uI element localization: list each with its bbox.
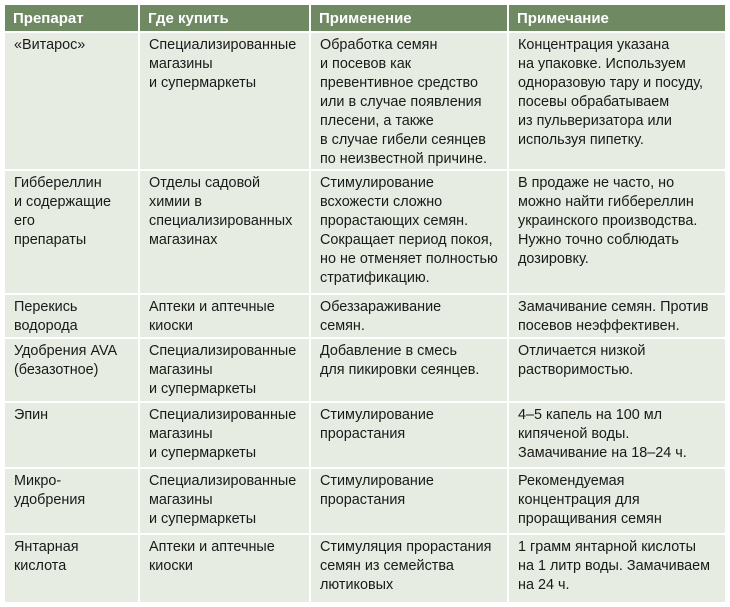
cell-where-to-buy: Отделы садовой химии в специализированных магазинах [139,170,310,294]
cell-usage: Обработка семян и посевов как превентивное средство или в случае появления плесени, а также в случае гибели сеянцев по неизвестной причине. [310,32,508,170]
table-row [5,294,725,338]
cell-preparation: Янтарная кислота [5,534,139,602]
cell-note: В продаже не часто, но можно найти гиббереллин украинского производства. Нужно точно соблюдать дозировку. [508,170,725,294]
header-usage: Применение [310,5,508,32]
cell-usage: Стимулирование всхожести сложно прорастающих семян. Сокращает период покоя, но не отменяет полностью стратификацию. [310,170,508,294]
cell-usage: Стимулирование прорастания [310,402,508,468]
cell-usage: Добавление в смесь для пикировки сеянцев. [310,338,508,402]
cell-preparation: «Витарос» [5,32,139,170]
cell-usage: Стимуляция прорастания семян из семейства лютиковых [310,534,508,602]
preparations-table-container [5,5,725,602]
table-row [5,32,725,170]
cell-where-to-buy: Аптеки и аптечные киоски [139,294,310,338]
cell-preparation: Эпин [5,402,139,468]
cell-note: Замачивание семян. Против посевов неэффективен. [508,294,725,338]
header-where-to-buy: Где купить [139,5,310,32]
table-row [5,468,725,534]
cell-note: 1 грамм янтарной кислоты на 1 литр воды. Замачиваем на 24 ч. [508,534,725,602]
table-body [5,32,725,602]
table-row [5,534,725,602]
table-row [5,170,725,294]
cell-usage: Обеззараживание семян. [310,294,508,338]
header-row [5,5,725,32]
header-note: Примечание [508,5,725,32]
table-row [5,402,725,468]
cell-preparation: Гиббереллин и содержащие его препараты [5,170,139,294]
cell-where-to-buy: Специализированные магазины и супермаркеты [139,32,310,170]
table-header [5,5,725,32]
cell-note: Отличается низкой растворимостью. [508,338,725,402]
cell-usage: Стимулирование прорастания [310,468,508,534]
header-preparation: Препарат [5,5,139,32]
cell-preparation: Перекись водорода [5,294,139,338]
cell-where-to-buy: Специализированные магазины и супермаркеты [139,402,310,468]
cell-where-to-buy: Специализированные магазины и супермаркеты [139,338,310,402]
cell-where-to-buy: Аптеки и аптечные киоски [139,534,310,602]
preparations-table [5,5,725,602]
cell-note: 4–5 капель на 100 мл кипяченой воды. Замачивание на 18–24 ч. [508,402,725,468]
cell-note: Рекомендуемая концентрация для проращивания семян [508,468,725,534]
cell-preparation: Микро- удобрения [5,468,139,534]
cell-preparation: Удобрения AVA (безазотное) [5,338,139,402]
cell-note: Концентрация указана на упаковке. Используем одноразовую тару и посуду, посевы обрабатываем из пульверизатора или используя пипетку. [508,32,725,170]
cell-where-to-buy: Специализированные магазины и супермаркеты [139,468,310,534]
table-row [5,338,725,402]
